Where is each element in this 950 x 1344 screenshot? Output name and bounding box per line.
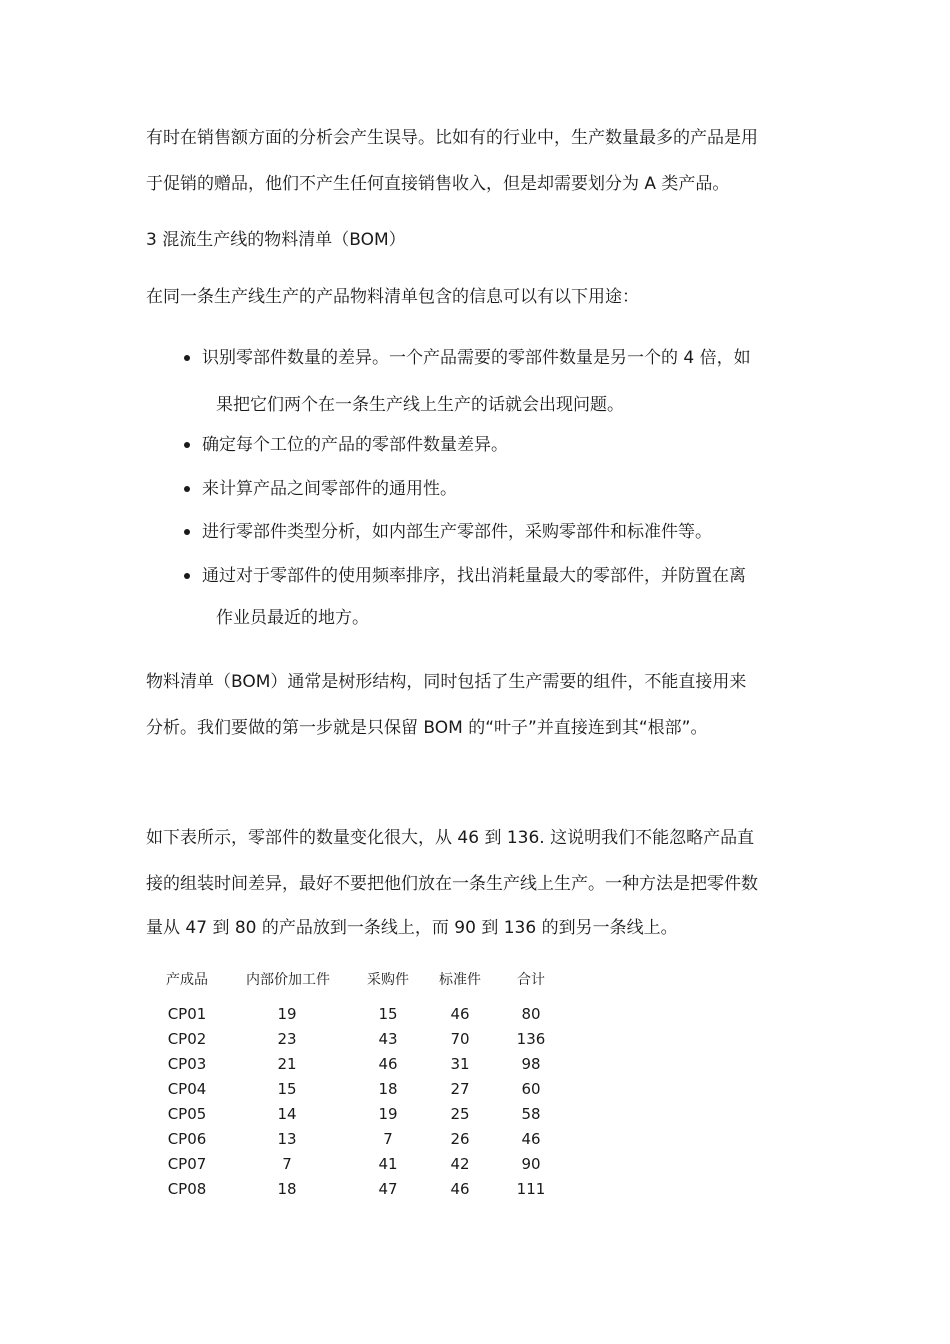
table-cell: 26 <box>450 1130 470 1148</box>
table-cell: CP04 <box>167 1080 207 1098</box>
table-cell: 18 <box>277 1180 297 1198</box>
table-cell: 14 <box>277 1105 297 1123</box>
table-cell: CP03 <box>167 1055 207 1073</box>
table-cell: 46 <box>378 1055 398 1073</box>
table-cell: 60 <box>521 1080 541 1098</box>
table-cell: 19 <box>277 1005 297 1023</box>
table-cell: 58 <box>521 1105 541 1123</box>
table-cell: 15 <box>378 1005 398 1023</box>
table-cell: 70 <box>450 1030 470 1048</box>
table-cell: 46 <box>450 1005 470 1023</box>
table-cell: 46 <box>450 1180 470 1198</box>
paragraph-line: 有时在销售额方面的分析会产生误导。比如有的行业中，生产数量最多的产品是用 <box>146 128 758 148</box>
table-header-internal: 内部价加工件 <box>246 972 330 988</box>
bullet-icon <box>184 486 190 492</box>
table-cell: 7 <box>383 1130 393 1148</box>
list-item: 识别零部件数量的差异。一个产品需要的零部件数量是另一个的 4 倍，如 <box>202 348 751 368</box>
table-cell: 43 <box>378 1030 398 1048</box>
paragraph-line: 如下表所示，零部件的数量变化很大，从 46 到 136. 这说明我们不能忽略产品直 <box>146 828 755 848</box>
table-header-product: 产成品 <box>166 972 208 988</box>
paragraph-line: 接的组装时间差异，最好不要把他们放在一条生产线上生产。一种方法是把零件数 <box>146 874 758 894</box>
table-cell: 19 <box>378 1105 398 1123</box>
list-item: 通过对于零部件的使用频率排序，找出消耗量最大的零部件，并防置在离 <box>202 566 746 586</box>
table-cell: CP01 <box>167 1005 207 1023</box>
section-heading: 3 混流生产线的物料清单（BOM） <box>146 230 406 250</box>
table-cell: 31 <box>450 1055 470 1073</box>
table-cell: 27 <box>450 1080 470 1098</box>
table-cell: 47 <box>378 1180 398 1198</box>
bullet-icon <box>184 573 190 579</box>
table-cell: 41 <box>378 1155 398 1173</box>
table-cell: CP05 <box>167 1105 207 1123</box>
table-header-total: 合计 <box>517 972 545 988</box>
table-cell: 90 <box>521 1155 541 1173</box>
table-cell: 23 <box>277 1030 297 1048</box>
paragraph-line: 分析。我们要做的第一步就是只保留 BOM 的“叶子”并直接连到其“根部”。 <box>146 718 708 738</box>
list-item: 进行零部件类型分析，如内部生产零部件，采购零部件和标准件等。 <box>202 522 712 542</box>
table-cell: 46 <box>521 1130 541 1148</box>
table-header-purchased: 采购件 <box>367 972 409 988</box>
table-cell: 21 <box>277 1055 297 1073</box>
table-cell: 7 <box>282 1155 292 1173</box>
table-cell: CP08 <box>167 1180 207 1198</box>
table-cell: 15 <box>277 1080 297 1098</box>
list-item-continuation: 果把它们两个在一条生产线上生产的话就会出现问题。 <box>216 395 624 415</box>
list-item-continuation: 作业员最近的地方。 <box>216 608 369 628</box>
table-cell: CP02 <box>167 1030 207 1048</box>
table-cell: 98 <box>521 1055 541 1073</box>
paragraph-line: 于促销的赠品，他们不产生任何直接销售收入，但是却需要划分为 A 类产品。 <box>146 174 730 194</box>
table-cell: CP07 <box>167 1155 207 1173</box>
list-item: 确定每个工位的产品的零部件数量差异。 <box>202 435 508 455</box>
bullet-icon <box>184 529 190 535</box>
list-item: 来计算产品之间零部件的通用性。 <box>202 479 457 499</box>
table-cell: 13 <box>277 1130 297 1148</box>
table-header-standard: 标准件 <box>439 972 481 988</box>
paragraph-line: 量从 47 到 80 的产品放到一条线上，而 90 到 136 的到另一条线上。 <box>146 918 678 938</box>
paragraph-line: 在同一条生产线生产的产品物料清单包含的信息可以有以下用途： <box>146 287 639 307</box>
table-cell: 80 <box>521 1005 541 1023</box>
paragraph-line: 物料清单（BOM）通常是树形结构，同时包括了生产需要的组件，不能直接用来 <box>146 672 747 692</box>
bullet-icon <box>184 442 190 448</box>
table-cell: CP06 <box>167 1130 207 1148</box>
bullet-icon <box>184 355 190 361</box>
table-cell: 111 <box>516 1180 546 1198</box>
table-cell: 25 <box>450 1105 470 1123</box>
table-cell: 42 <box>450 1155 470 1173</box>
table-cell: 136 <box>516 1030 546 1048</box>
table-cell: 18 <box>378 1080 398 1098</box>
